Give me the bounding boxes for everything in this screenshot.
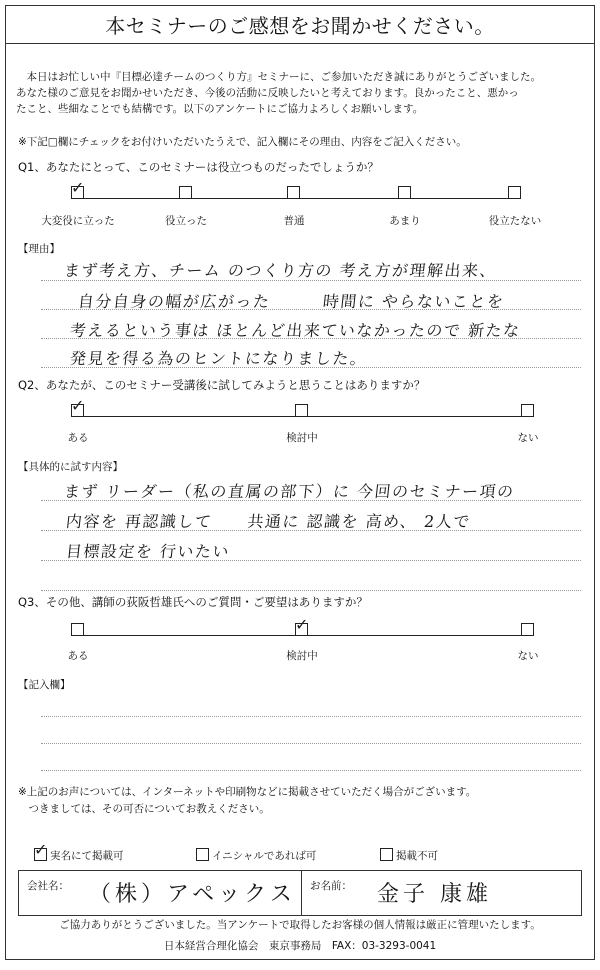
- publish-note-line: ※上記のお声については、インターネットや印刷物などに掲載させていただく場合がございます。: [18, 786, 477, 798]
- q2-checkbox-yes[interactable]: [71, 396, 85, 417]
- publish-note-line: つきましては、その可否についてお教えください。: [18, 803, 270, 815]
- check-mark-icon: ✓: [71, 396, 85, 415]
- q3-option-label: ない: [517, 650, 539, 662]
- name-label: お名前：: [310, 880, 352, 892]
- q1-option-label: 普通: [283, 215, 305, 227]
- q3-checkbox-yes[interactable]: [71, 623, 84, 636]
- publish-option-real-name[interactable]: [34, 840, 124, 863]
- q3-checkbox-no[interactable]: [521, 623, 534, 636]
- q1-reason-handwriting: 自分自身の幅が広がった 時間に やらないことを: [76, 292, 506, 311]
- q3-question: Q3、その他、講師の荻阪哲雄氏へのご質問・ご要望はありますか？: [18, 595, 368, 609]
- q1-checkbox-not-much[interactable]: [398, 186, 411, 199]
- q2-detail-handwriting: 目標設定を 行いたい: [64, 542, 231, 561]
- q2-question: Q2、あなたが、このセミナー受講後に試してみようと思うことはありますか？: [18, 378, 426, 392]
- page-title: 本セミナーのご感想をお聞かせください。: [105, 14, 495, 38]
- ruled-line: [41, 743, 581, 744]
- ruled-line: [41, 590, 581, 591]
- q1-checkbox-very-useful[interactable]: [71, 178, 85, 199]
- q1-checkbox-normal[interactable]: [287, 186, 300, 199]
- q1-question: Q1、あなたにとって、このセミナーは役立つものだったでしょうか？: [18, 160, 379, 174]
- intro-line: 本日はお忙しい中『目標必達チームのつくり方』セミナーに、ご参加いただき誠にありがとうございました。: [16, 71, 541, 83]
- publish-checkbox-real-name[interactable]: [34, 840, 48, 861]
- q2-detail-handwriting: まず リーダー（私の直属の部下）に 今回のセミナー項の: [62, 482, 516, 501]
- q3-option-label: ある: [67, 650, 89, 662]
- check-mark-icon: ✓: [71, 178, 85, 197]
- company-handwriting: （株）アペックス: [89, 882, 296, 907]
- title-divider: [6, 43, 594, 44]
- publish-note: [18, 784, 476, 818]
- q1-option-label: 大変役に立った: [41, 215, 115, 227]
- q2-option-label: ない: [517, 432, 539, 444]
- ruled-line: [41, 770, 581, 771]
- footer-thanks: ご協力ありがとうございました。当アンケートで取得したお客様の個人情報は厳正に管理いたします。: [59, 919, 541, 931]
- q1-reason-label: 【理由】: [18, 243, 60, 255]
- q1-option-label: 役立たない: [488, 215, 542, 227]
- check-mark-icon: ✓: [34, 840, 48, 859]
- q3-entry-label: 【記入欄】: [18, 679, 71, 691]
- q2-checkbox-no[interactable]: [521, 404, 534, 417]
- footer-organization: 日本経営合理化協会 東京事務局 FAX：03-3293-0041: [163, 940, 437, 952]
- instruction-note: ※下記□欄にチェックをお付けいただいたうえで、記入欄にその理由、内容をご記入ください。: [18, 136, 467, 148]
- person-name-box[interactable]: [301, 870, 582, 916]
- publish-option-label: 掲載不可: [396, 850, 438, 862]
- survey-sheet: [5, 5, 595, 960]
- q2-option-label: 検討中: [286, 432, 318, 444]
- company-label: 会社名：: [27, 880, 69, 892]
- publish-option-label: 実名にて掲載可: [50, 850, 124, 862]
- q2-option-label: ある: [67, 432, 89, 444]
- publish-checkbox-not-allowed[interactable]: [380, 848, 393, 861]
- ruled-line: [41, 716, 581, 717]
- q1-reason-handwriting: まず考え方、チーム のつくり方の 考え方が理解出来、: [62, 261, 499, 280]
- q2-detail-label: 【具体的に試す内容】: [18, 461, 123, 473]
- publish-option-initials[interactable]: [196, 848, 316, 863]
- q1-checkbox-not-useful[interactable]: [508, 186, 521, 199]
- q3-option-label: 検討中: [286, 650, 318, 662]
- q2-checkbox-considering[interactable]: [295, 404, 308, 417]
- publish-option-label: イニシャルであれば可: [212, 850, 317, 862]
- q1-checkbox-useful[interactable]: [179, 186, 192, 199]
- q2-detail-handwriting: 内容を 再認識して 共通に 認識を 高め、 2人で: [64, 512, 472, 531]
- q1-reason-handwriting: 考えるという事は ほとんど出来ていなかったので 新たな: [68, 321, 522, 340]
- intro-text: [16, 69, 586, 117]
- q1-reason-handwriting: 発見を得る為のヒントになりました。: [68, 349, 369, 368]
- company-name-box[interactable]: [18, 870, 302, 916]
- publish-option-not-allowed[interactable]: [380, 848, 438, 863]
- q1-option-label: 役立った: [165, 215, 207, 227]
- check-mark-icon: ✓: [295, 615, 309, 634]
- intro-line: たこと、些細なことでも結構です。以下のアンケートにご協力よろしくお願いします。: [16, 103, 424, 115]
- q3-checkbox-considering[interactable]: [295, 615, 309, 636]
- intro-line: あなた様のご意見をお聞かせいただき、今後の活動に反映したいと考えております。良かったこと、悪かっ: [16, 87, 519, 99]
- name-handwriting: 金子 康雄: [377, 882, 492, 907]
- q1-option-label: あまり: [389, 215, 421, 227]
- publish-checkbox-initials[interactable]: [196, 848, 209, 861]
